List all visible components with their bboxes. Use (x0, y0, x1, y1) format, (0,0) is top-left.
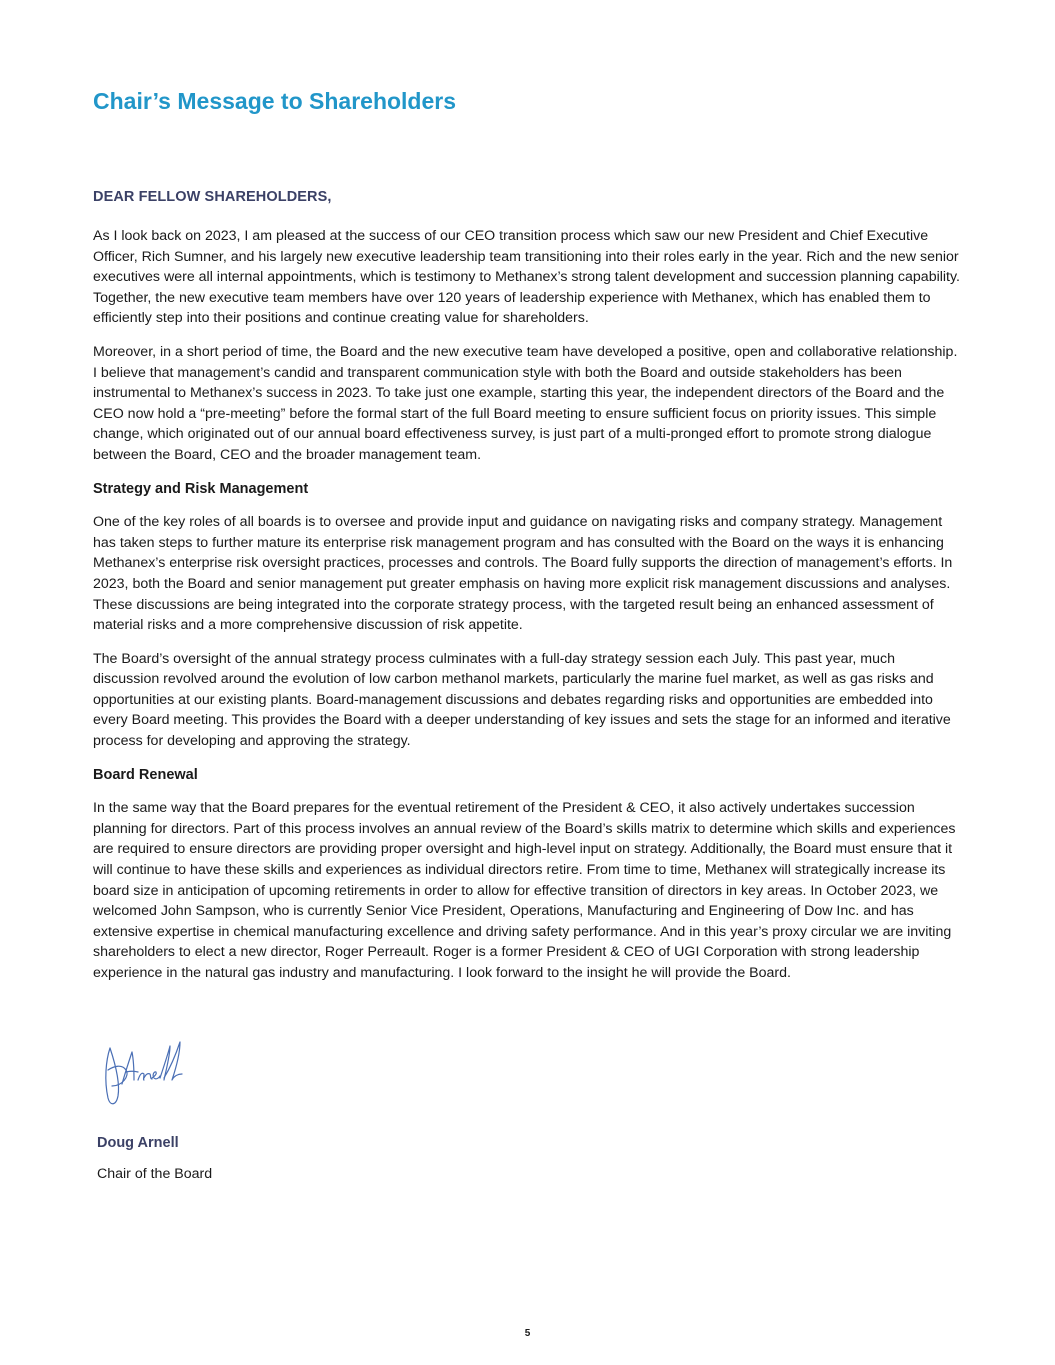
intro-paragraph-1: As I look back on 2023, I am pleased at the success of our CEO transition process which saw our new President and Chief Executive Officer, Rich Sumner, and his largely new executive leadership team transitioning into their roles early in the year. Rich and the new senior executives were all internal appointments, which is testimony to Methanex’s strong talent development and succession planning capability. Together, the new executive team members have over 120 years of leadership experience with Methanex, which has enabled them to efficiently step into their positions and continue creating value for shareholders. (93, 228, 960, 327)
intro-paragraph-2: Moreover, in a short period of time, the Board and the new executive team have developed a positive, open and collaborative relationship. I believe that management’s candid and transparent communication style with both the Board and outside stakeholders has been instrumental to Methanex’s success in 2023. To take just one example, starting this year, the independent directors of the Board and the CEO now hold a “pre-meeting” before the formal start of the full Board meeting to ensure sufficient focus on priority issues. This simple change, which originated out of our annual board effectiveness survey, is just part of a multi-pronged effort to promote strong dialogue between the Board, CEO and the broader management team. (93, 343, 958, 463)
signer-name: Doug Arnell (97, 1135, 179, 1151)
handwritten-signature-icon (100, 1040, 190, 1110)
signer-role: Chair of the Board (97, 1166, 213, 1182)
board-renewal-paragraph: In the same way that the Board prepares for the eventual retirement of the President & CEO, it also actively undertakes succession planning for directors. Part of this process involves an annual review of the Board’s skills matrix to determine which skills and experiences are required to ensure directors are providing proper oversight and high-level input on strategy. Additionally, the Board must ensure that it will continue to have these skills and experiences as individual directors retire. From time to time, Methanex will strategically increase its board size in anticipation of upcoming retirements in order to allow for effective transition of directors in key areas. In October 2023, we welcomed John Sampson, who is currently Senior Vice President, Operations, Manufacturing and Engineering of Dow Inc. and has extensive expertise in chemical manufacturing excellence and driving safety performance. And in this year’s proxy circular we are inviting shareholders to elect a new director, Roger Perreault. Roger is a former President & CEO of UGI Corporation with strong leadership experience in the natural gas industry and manufacturing. I look forward to the insight he will provide the Board. (93, 800, 956, 981)
page-title: Chair’s Message to Shareholders (93, 88, 457, 114)
section-heading-board-renewal: Board Renewal (93, 766, 198, 783)
strategy-paragraph-2: The Board’s oversight of the annual strategy process culminates with a full-day strategy session each July. This past year, much discussion revolved around the evolution of low carbon methanol markets, particularly the marine fuel market, as well as gas risks and opportunities at our existing plants. Board-management discussions and debates regarding risks and opportunities are embedded into every Board meeting. This provides the Board with a deeper understanding of key issues and sets the stage for an informed and iterative process for developing and approving the strategy. (93, 650, 951, 750)
letter-body (93, 226, 963, 997)
section-heading-strategy: Strategy and Risk Management (93, 480, 309, 497)
strategy-paragraph-1: One of the key roles of all boards is to oversee and provide input and guidance on navigating risks and company strategy. Management has taken steps to further mature its enterprise risk management program and has consulted with the Board on the ways it is enhancing Methanex’s enterprise risk oversight practices, processes and controls. The Board fully supports the direction of management’s efforts. In 2023, both the Board and senior management put greater emphasis on having more explicit risk management discussions and analyses. These discussions are being integrated into the corporate strategy process, with the targeted result being an enhanced assessment of material risks and a more comprehensive discussion of risk appetite. (93, 514, 953, 634)
page-number: 5 (524, 1328, 531, 1339)
salutation: DEAR FELLOW SHAREHOLDERS, (93, 189, 332, 205)
